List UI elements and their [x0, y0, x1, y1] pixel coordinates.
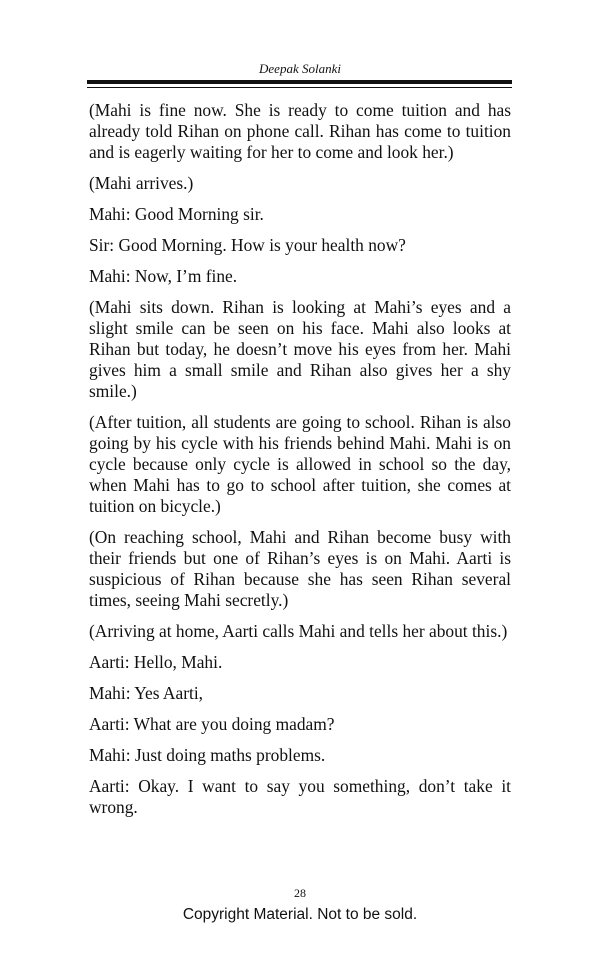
paragraph: Mahi: Just doing maths problems. — [89, 745, 326, 765]
copyright-notice: Copyright Material. Not to be sold. — [182, 906, 418, 923]
paragraph: Mahi: Yes Aarti, — [89, 683, 204, 703]
paragraph: Aarti: Hello, Mahi. — [89, 652, 223, 672]
paragraph: Mahi: Good Morning sir. — [89, 204, 264, 224]
paragraph: (Mahi arrives.) — [89, 173, 194, 193]
paragraph: (After tuition, all students are going to school. Rihan is also going by his cycle with his friends behind Mahi. Mahi is on cycle because only cycle is allowed in school so the day, when Mahi has to go to school after tuition, she comes at tuition on bicycle.) — [89, 412, 511, 516]
running-header-author: Deepak Solanki — [259, 61, 341, 76]
paragraph: Aarti: Okay. I want to say you something, don’t take it wrong. — [89, 776, 511, 817]
page-body — [89, 100, 511, 828]
page-number: 28 — [294, 886, 306, 900]
header-rule-thin — [87, 87, 512, 88]
paragraph: Sir: Good Morning. How is your health now? — [89, 235, 406, 255]
paragraph: (On reaching school, Mahi and Rihan become busy with their friends but one of Rihan’s eyes is on Mahi. Aarti is suspicious of Rihan because she has seen Rihan several times, seeing Mahi secretly.) — [89, 527, 511, 610]
paragraph: Aarti: What are you doing madam? — [89, 714, 335, 734]
paragraph: (Arriving at home, Aarti calls Mahi and tells her about this.) — [89, 621, 508, 641]
paragraph: Mahi: Now, I’m fine. — [89, 266, 238, 286]
paragraph: (Mahi sits down. Rihan is looking at Mahi’s eyes and a slight smile can be seen on his face. Mahi also looks at Rihan but today, he doesn’t move his eyes from her. Mahi gives him a small smile and Rihan also gives her a shy smile.) — [89, 297, 511, 401]
paragraph: (Mahi is fine now. She is ready to come tuition and has already told Rihan on phone call. Rihan has come to tuition and is eagerly waiting for her to come and look her.) — [89, 100, 511, 162]
header-rule-thick — [87, 80, 512, 84]
